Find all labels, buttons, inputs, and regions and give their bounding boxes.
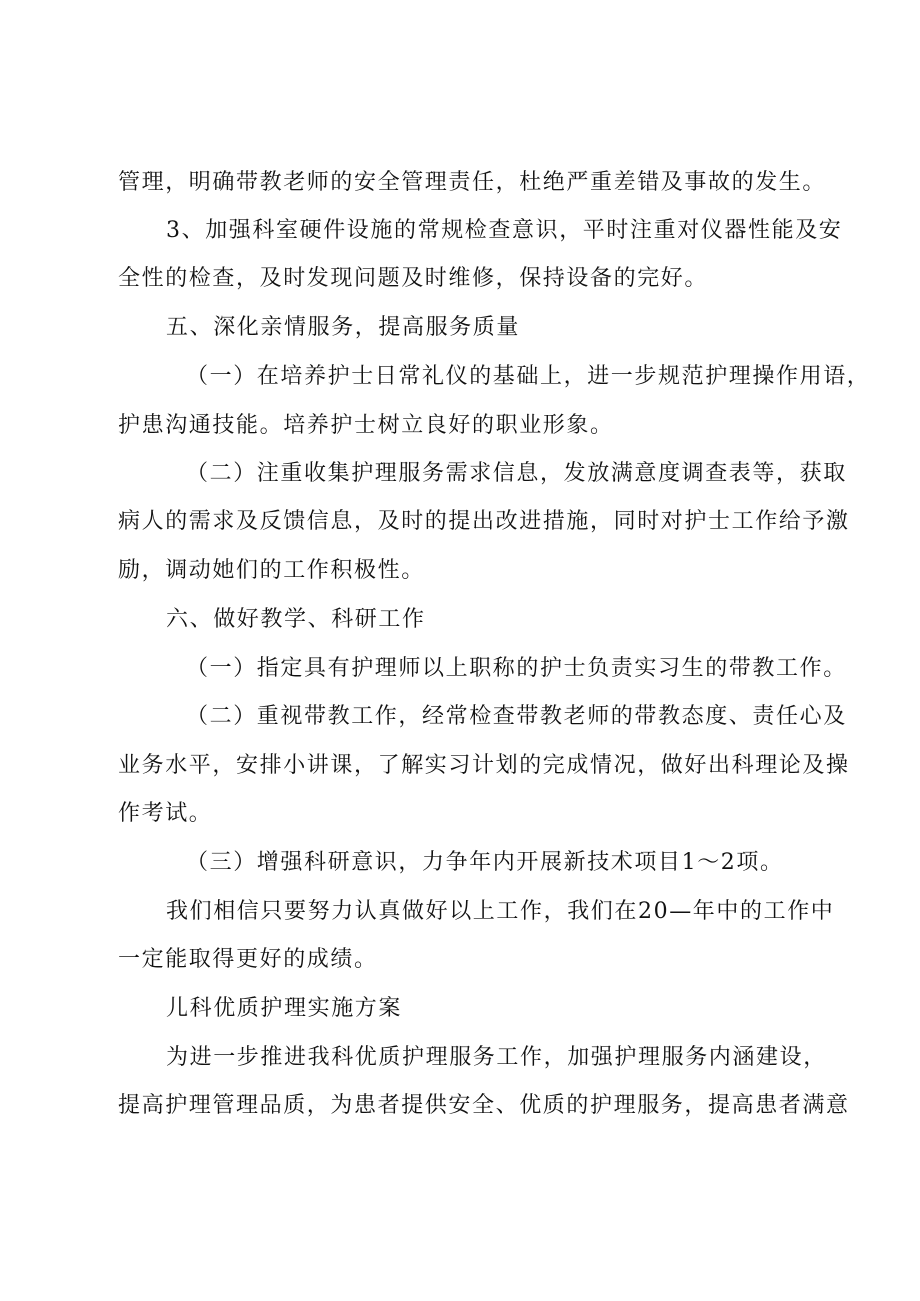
section-heading: 儿科优质护理实施方案 xyxy=(166,996,403,1021)
section-heading: 五、深化亲情服务，提高服务质量 xyxy=(166,315,521,340)
text-line: （二）重视带教工作，经常检查带教老师的带教态度、责任心及 xyxy=(186,704,847,729)
text-line: （一）指定具有护理师以上职称的护士负责实习生的带教工作。 xyxy=(186,656,847,681)
text-line: 作考试。 xyxy=(118,801,213,826)
text-line: （一）在培养护士日常礼仪的基础上，进一步规范护理操作用语， xyxy=(186,364,871,389)
text-line: 我们相信只要努力认真做好以上工作，我们在20—年中的工作中 xyxy=(166,899,835,924)
text-line: （二）注重收集护理服务需求信息，发放满意度调查表等，获取 xyxy=(186,461,847,486)
text-line: 病人的需求及反馈信息，及时的提出改进措施，同时对护士工作给予激 xyxy=(118,509,850,534)
text-line: 提高护理管理品质，为患者提供安全、优质的护理服务，提高患者满意 xyxy=(118,1093,850,1118)
text-line: 励，调动她们的工作积极性。 xyxy=(118,558,425,583)
text-line: 全性的检查，及时发现问题及时维修，保持设备的完好。 xyxy=(118,266,709,291)
text-line: 管理，明确带教老师的安全管理责任，杜绝严重差错及事故的发生。 xyxy=(118,170,827,195)
text-line: 护患沟通技能。培养护士树立良好的职业形象。 xyxy=(118,413,614,438)
text-line: 为进一步推进我科优质护理服务工作，加强护理服务内涵建设， xyxy=(166,1045,827,1070)
text-line: （三）增强科研意识，力争年内开展新技术项目1～2项。 xyxy=(186,850,784,875)
text-line: 一定能取得更好的成绩。 xyxy=(118,947,378,972)
text-line: 业务水平，安排小讲课，了解实习计划的完成情况，做好出科理论及操 xyxy=(118,753,850,778)
text-line: 3、加强科室硬件设施的常规检查意识，平时注重对仪器性能及安 xyxy=(166,218,843,243)
section-heading: 六、做好教学、科研工作 xyxy=(166,607,426,632)
